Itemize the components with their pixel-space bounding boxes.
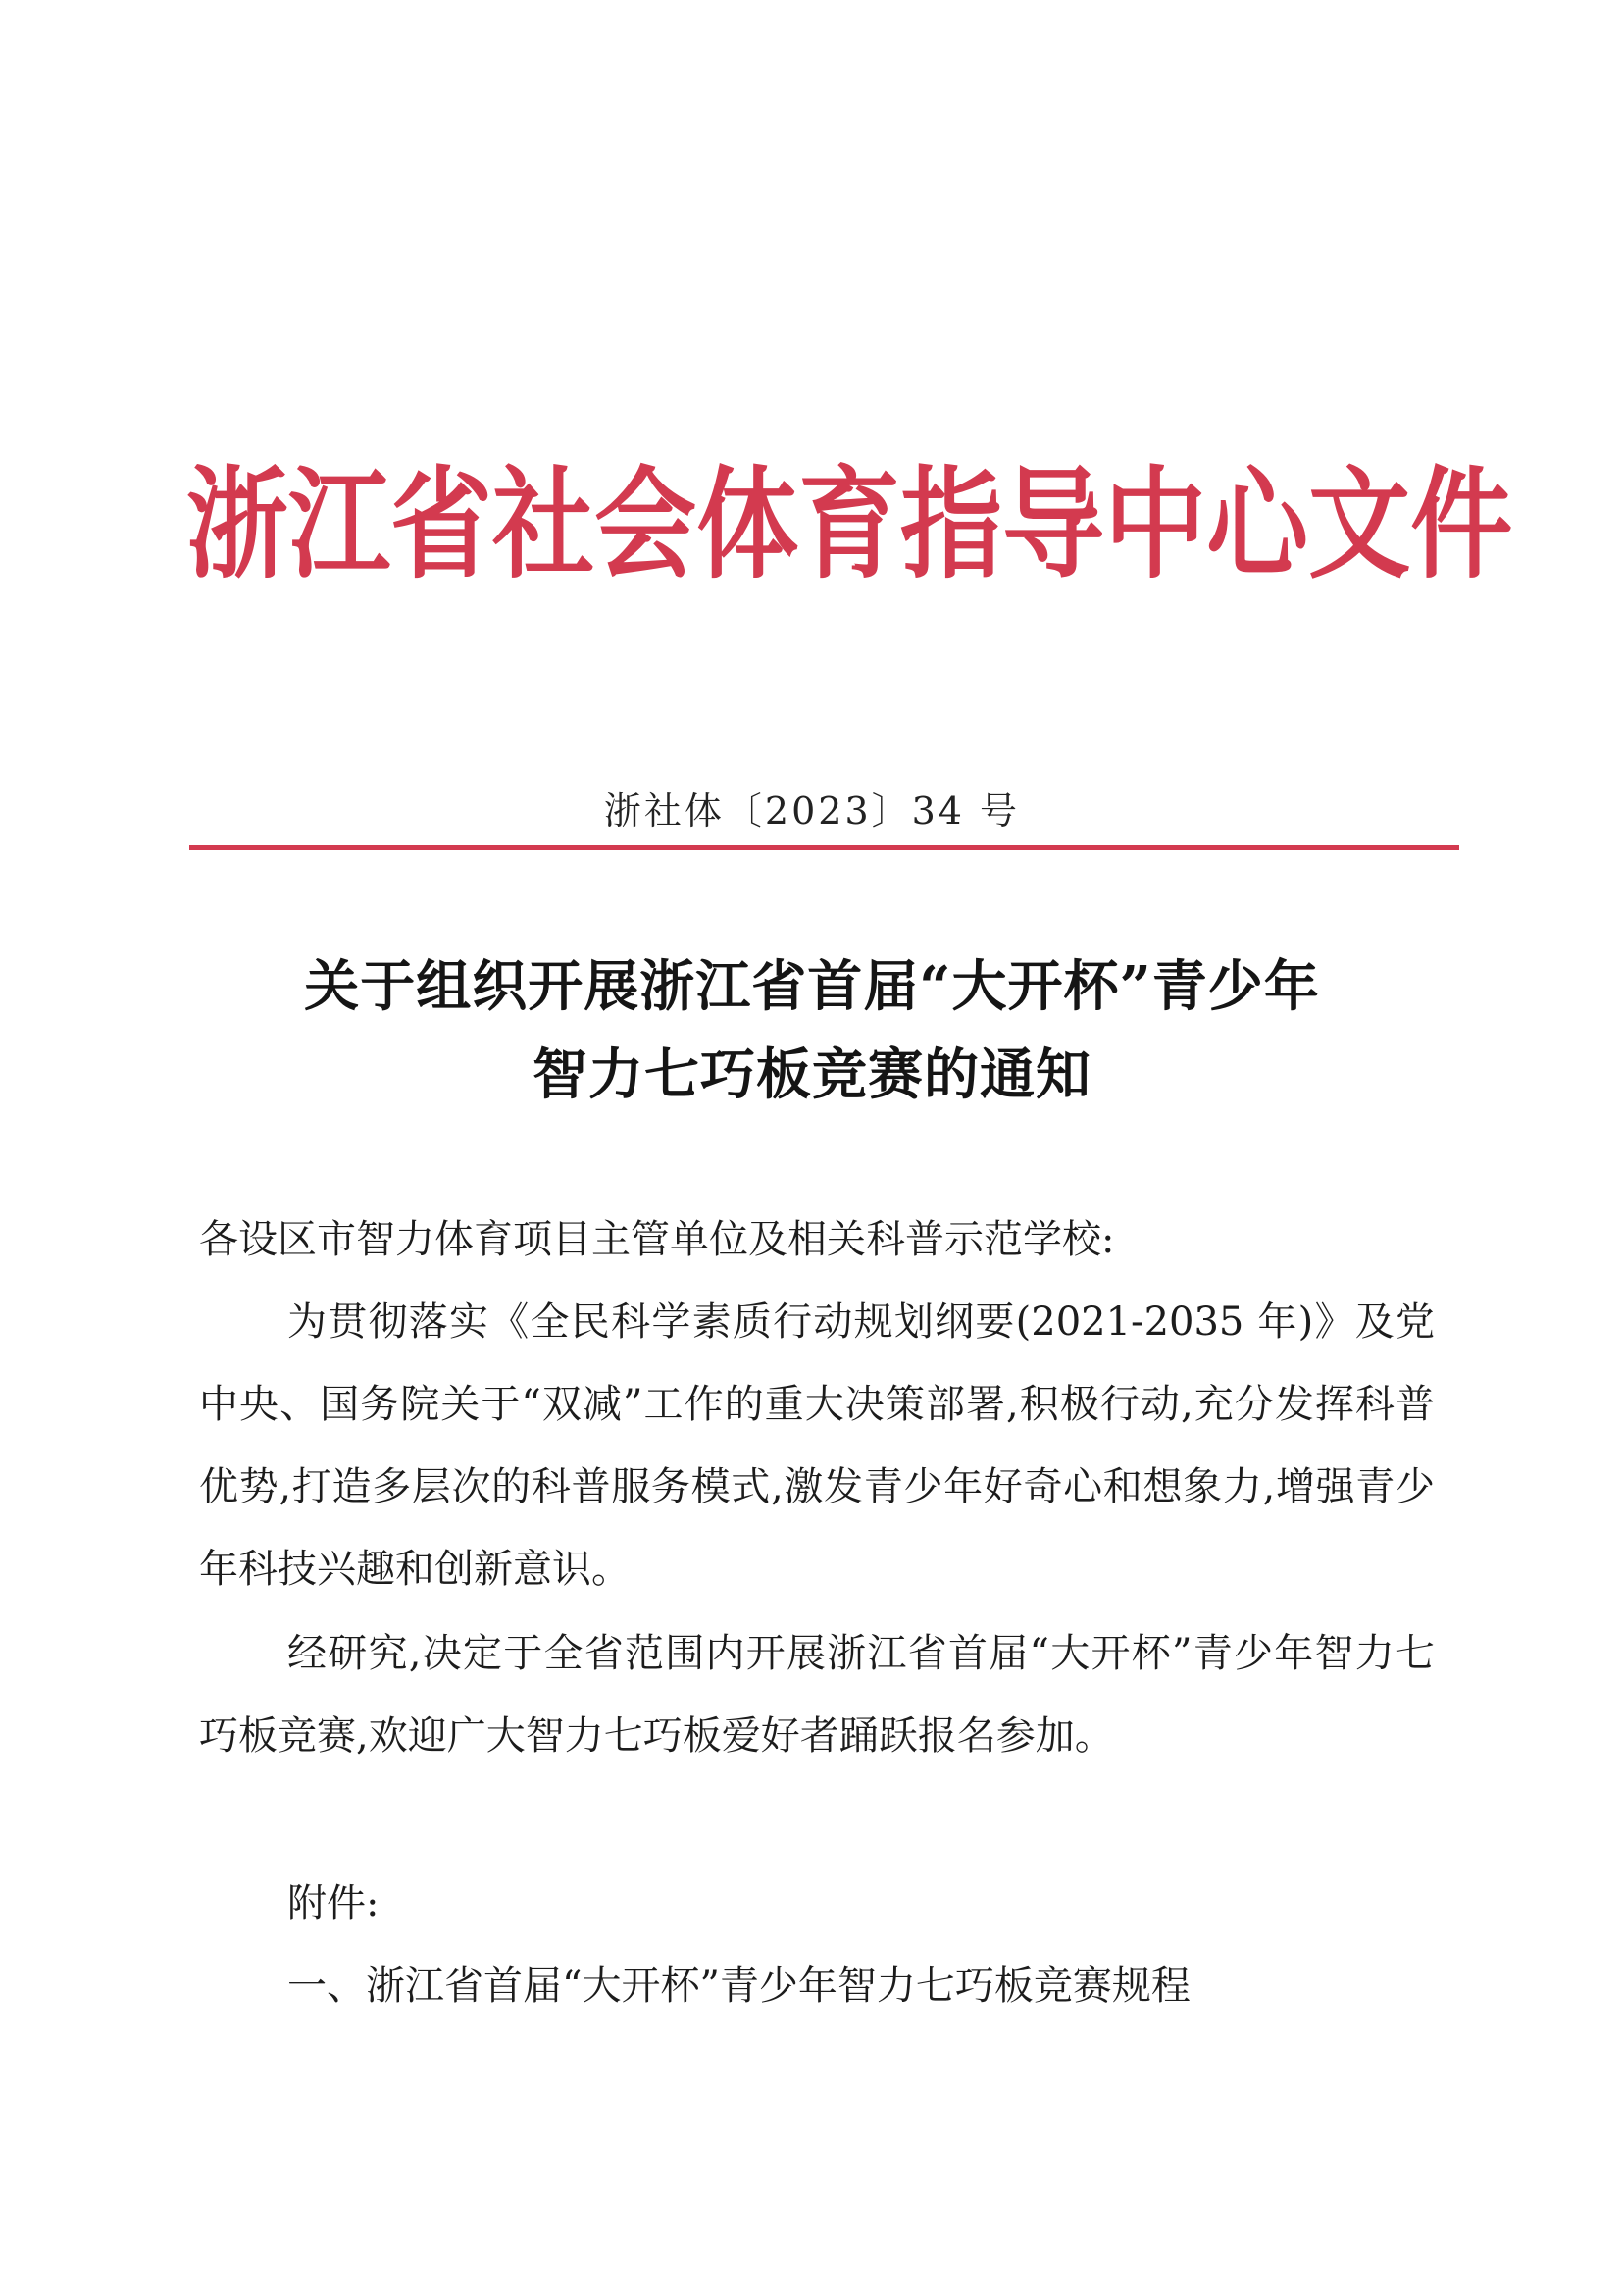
masthead-char: 江	[288, 454, 391, 595]
masthead-char: 浙	[186, 454, 289, 595]
masthead-char: 文	[1308, 454, 1411, 595]
masthead-char: 导	[1002, 454, 1105, 595]
masthead-char: 育	[798, 454, 901, 595]
salutation: 各设区市智力体育项目主管单位及相关科普示范学校:	[199, 1217, 1115, 1262]
masthead-char: 会	[594, 454, 697, 595]
masthead-char: 指	[900, 454, 1003, 595]
attachments-label: 附件:	[287, 1881, 380, 1926]
masthead-char: 省	[390, 454, 493, 595]
masthead-char: 中	[1104, 454, 1207, 595]
document-number: 浙社体〔2023〕34 号	[603, 789, 1021, 833]
masthead-char: 体	[696, 454, 799, 595]
body-paragraph-1: 为贯彻落实《全民科学素质行动规划纲要(2021-2035 年)》及党中央、国务院关于“双减”工作的重大决策部署,积极行动,充分发挥科普优势,打造多层次的科普服务模式,激发青少年好奇心和想象力,增强青少年科技兴趣和创新意识。	[199, 1299, 1435, 1592]
red-divider	[189, 845, 1459, 850]
notice-title-line-2: 智力七巧板竞赛的通知	[533, 1043, 1091, 1107]
masthead-title	[186, 446, 1513, 603]
masthead-char: 心	[1206, 454, 1309, 595]
body-paragraph-2: 经研究,决定于全省范围内开展浙江省首届“大开杯”青少年智力七巧板竞赛,欢迎广大智力七巧板爱好者踊跃报名参加。	[199, 1631, 1435, 1758]
notice-title-line-1: 关于组织开展浙江省首届“大开杯”青少年	[304, 954, 1320, 1019]
attachment-item-1: 一、浙江省首届“大开杯”青少年智力七巧板竞赛规程	[287, 1963, 1191, 2009]
masthead-char: 件	[1410, 454, 1513, 595]
masthead-char: 社	[492, 454, 595, 595]
